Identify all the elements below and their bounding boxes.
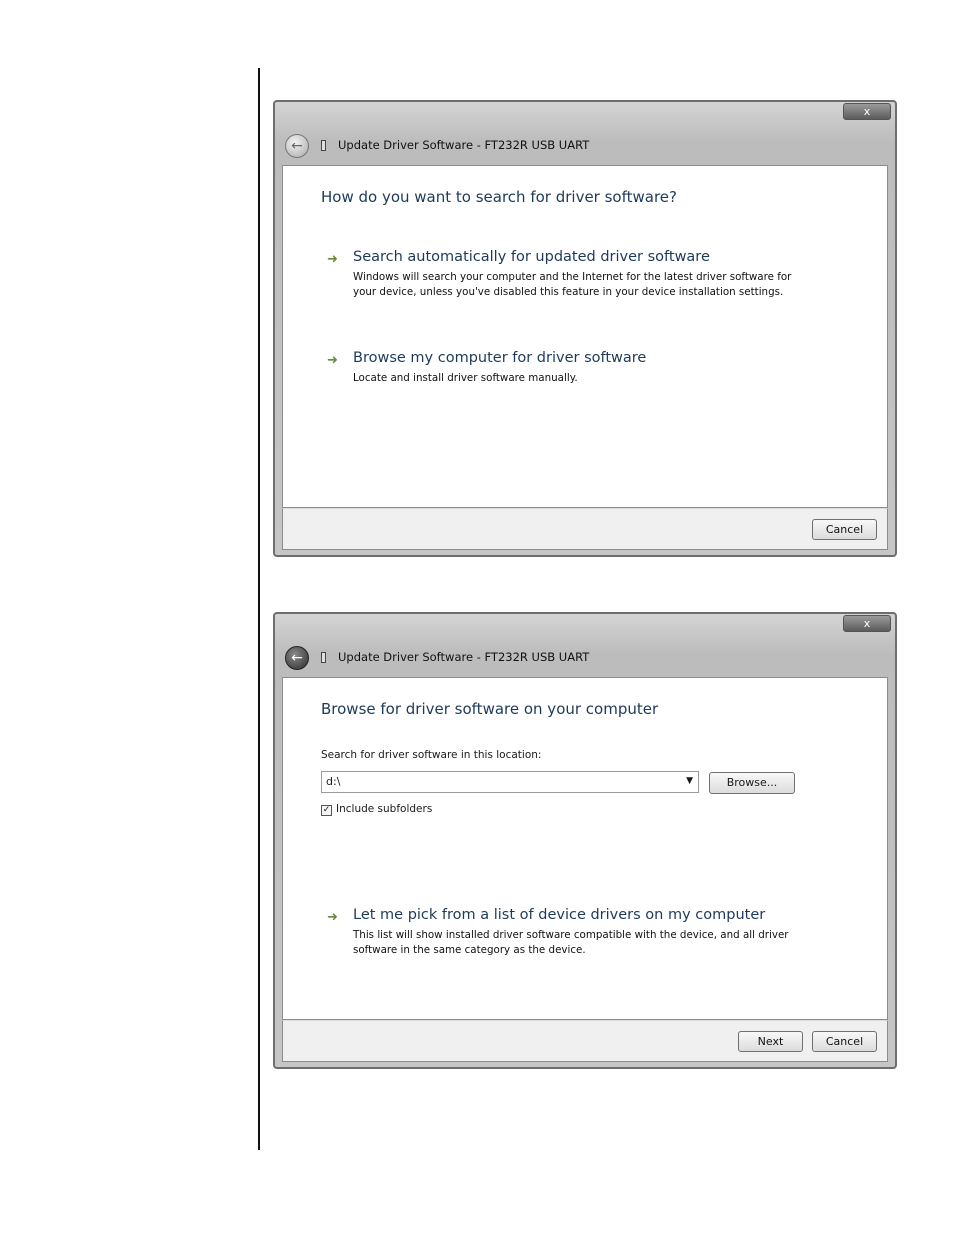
close-button[interactable]: x <box>843 615 891 632</box>
location-combobox[interactable] <box>321 771 699 793</box>
option-title: Let me pick from a list of device drivers on my computer <box>353 907 766 923</box>
window-title: Update Driver Software - FT232R USB UART <box>338 138 590 152</box>
option-description: Windows will search your computer and the Internet for the latest driver software for your device, unless you've disabled this feature in your device installation settings. <box>353 271 792 298</box>
include-subfolders-label: Include subfolders <box>336 803 433 815</box>
page-title: How do you want to search for driver software? <box>321 188 677 206</box>
page-margin-rule <box>258 68 260 1150</box>
option-description: This list will show installed driver software compatible with the device, and all driver software in the same category as the device. <box>353 929 789 956</box>
green-arrow-icon: ➜ <box>327 252 338 267</box>
update-driver-dialog-browse <box>273 612 897 1069</box>
option-title: Search automatically for updated driver software <box>353 249 710 265</box>
usb-device-icon <box>321 652 326 663</box>
update-driver-dialog-search <box>273 100 897 557</box>
dialog-footer <box>282 1020 888 1062</box>
cancel-button[interactable]: Cancel <box>812 519 877 540</box>
dropdown-arrow-icon[interactable]: ▼ <box>686 776 693 786</box>
green-arrow-icon: ➜ <box>327 353 338 368</box>
back-arrow-icon[interactable]: ← <box>285 134 309 158</box>
green-arrow-icon: ➜ <box>327 910 338 925</box>
cancel-button[interactable]: Cancel <box>812 1031 877 1052</box>
page-title: Browse for driver software on your computer <box>321 700 659 718</box>
usb-device-icon <box>321 140 326 151</box>
option-title: Browse my computer for driver software <box>353 350 647 366</box>
dialog-content <box>282 677 888 1020</box>
include-subfolders-checkbox[interactable] <box>321 805 332 816</box>
back-arrow-icon[interactable]: ← <box>285 646 309 670</box>
dialog-footer <box>282 508 888 550</box>
dialog-content <box>282 165 888 508</box>
option-description: Locate and install driver software manually. <box>353 372 578 384</box>
checkmark-icon: ✓ <box>322 805 331 815</box>
close-button[interactable]: x <box>843 103 891 120</box>
location-label: Search for driver software in this location: <box>321 749 542 761</box>
next-button[interactable]: Next <box>738 1031 803 1052</box>
window-title: Update Driver Software - FT232R USB UART <box>338 650 590 664</box>
browse-button[interactable]: Browse... <box>709 772 795 794</box>
location-value: d:\ <box>326 775 341 788</box>
